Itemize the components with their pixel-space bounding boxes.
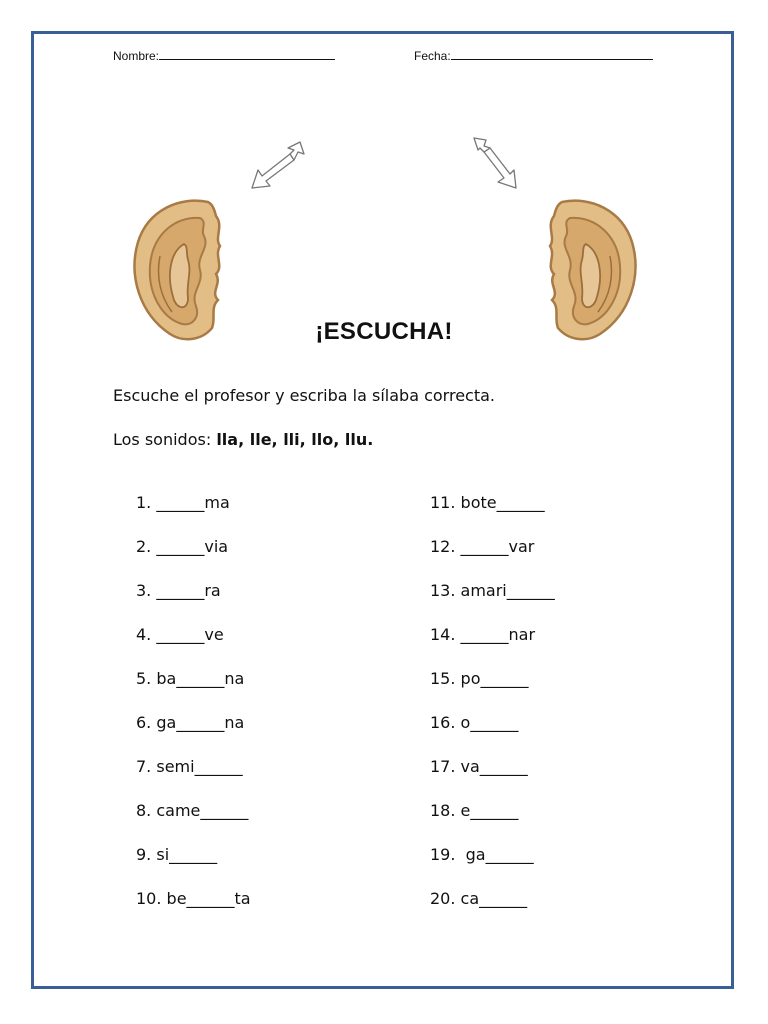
exercise-item[interactable]: 15. po______ bbox=[430, 669, 529, 688]
arrow-right-icon bbox=[470, 134, 522, 192]
exercise-list-right bbox=[430, 493, 555, 933]
sounds-values: lla, lle, lli, llo, llu. bbox=[216, 430, 374, 449]
arrow-left-icon bbox=[248, 138, 308, 194]
exercise-item[interactable]: 19. ga______ bbox=[430, 845, 534, 864]
exercise-item[interactable]: 12. ______var bbox=[430, 537, 535, 556]
page-title: ¡ESCUCHA! bbox=[315, 318, 453, 345]
exercise-item[interactable]: 18. e______ bbox=[430, 801, 519, 820]
instruction-text: Escuche el profesor y escriba la sílaba correcta. bbox=[113, 386, 495, 405]
exercise-item[interactable]: 4. ______ve bbox=[136, 625, 224, 644]
exercise-item[interactable]: 3. ______ra bbox=[136, 581, 221, 600]
exercise-item[interactable]: 7. semi______ bbox=[136, 757, 243, 776]
name-label: Nombre: bbox=[113, 49, 160, 63]
exercise-item[interactable]: 11. bote______ bbox=[430, 493, 545, 512]
date-blank-line[interactable] bbox=[451, 47, 653, 60]
exercise-item[interactable]: 5. ba______na bbox=[136, 669, 245, 688]
name-blank-line[interactable] bbox=[159, 47, 335, 60]
date-label: Fecha: bbox=[414, 49, 451, 63]
exercise-list-left bbox=[136, 493, 251, 933]
name-field[interactable] bbox=[113, 47, 335, 63]
exercise-item[interactable]: 2. ______via bbox=[136, 537, 229, 556]
sounds-label: Los sonidos: bbox=[113, 430, 217, 449]
exercise-item[interactable]: 14. ______nar bbox=[430, 625, 536, 644]
exercise-item[interactable]: 17. va______ bbox=[430, 757, 528, 776]
exercise-item[interactable]: 16. o______ bbox=[430, 713, 519, 732]
exercise-item[interactable]: 20. ca______ bbox=[430, 889, 528, 908]
exercise-item[interactable]: 9. si______ bbox=[136, 845, 218, 864]
exercise-item[interactable]: 10. be______ta bbox=[136, 889, 251, 908]
exercise-item[interactable]: 6. ga______na bbox=[136, 713, 245, 732]
date-field[interactable] bbox=[414, 47, 653, 63]
sounds-line bbox=[113, 430, 373, 449]
exercise-item[interactable]: 8. came______ bbox=[136, 801, 249, 820]
exercise-item[interactable]: 13. amari______ bbox=[430, 581, 555, 600]
exercise-item[interactable]: 1. ______ma bbox=[136, 493, 230, 512]
